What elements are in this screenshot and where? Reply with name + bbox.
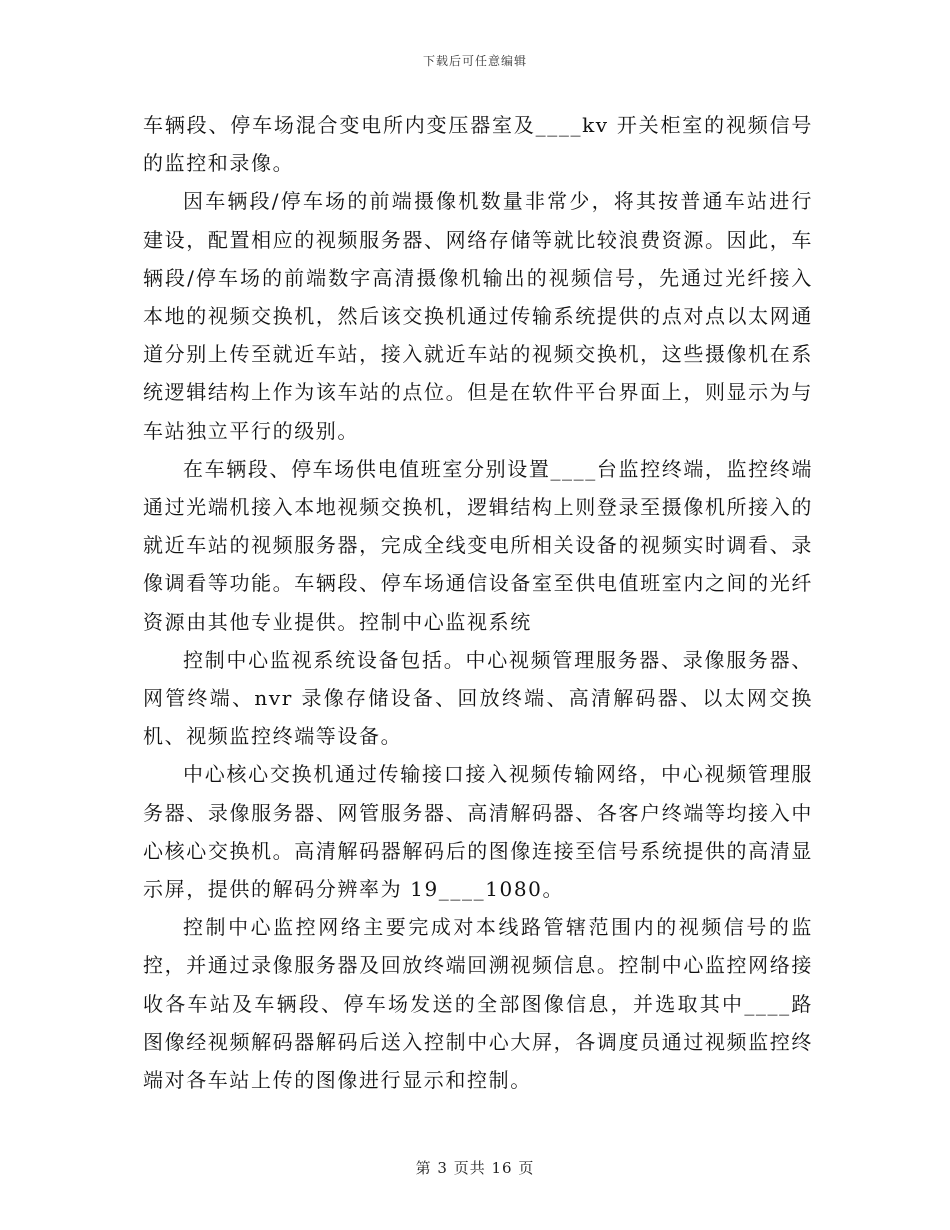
- paragraph-5: 中心核心交换机通过传输接口接入视频传输网络，中心视频管理服务器、录像服务器、网管服务器、高清解码器、各客户终端等均接入中心核心交换机。高清解码器解码后的图像连接至信号系统提供的高清显示屏，提供的解码分辨率为 19____1080。: [143, 762, 813, 902]
- page-header: 下载后可任意编辑: [422, 54, 527, 68]
- paragraph-6: 控制中心监控网络主要完成对本线路管辖范围内的视频信号的监控，并通过录像服务器及回放终端回溯视频信息。控制中心监控网络接收各车站及车辆段、停车场发送的全部图像信息，并选取其中____路图像经视频解码器解码后送入控制中心大屏，各调度员通过视频监控终端对各车站上传的图像进行显示和控制。: [143, 915, 813, 1093]
- paragraph-1: 车辆段、停车场混合变电所内变压器室及____kv 开关柜室的视频信号的监控和录像。: [143, 113, 813, 176]
- paragraph-4: 控制中心监视系统设备包括。中心视频管理服务器、录像服务器、网管终端、nvr 录像存储设备、回放终端、高清解码器、以太网交换机、视频监控终端等设备。: [143, 647, 813, 749]
- paragraph-2: 因车辆段/停车场的前端摄像机数量非常少，将其按普通车站进行建设，配置相应的视频服务器、网络存储等就比较浪费资源。因此，车辆段/停车场的前端数字高清摄像机输出的视频信号，先通过光纤接入本地的视频交换机，然后该交换机通过传输系统提供的点对点以太网通道分别上传至就近车站，接入就近车站的视频交换机，这些摄像机在系统逻辑结构上作为该车站的点位。但是在软件平台界面上，则显示为与车站独立平行的级别。: [143, 189, 813, 443]
- page-number: 第 3 页共 16 页: [415, 1159, 535, 1177]
- document-body: [143, 106, 813, 1099]
- paragraph-3: 在车辆段、停车场供电值班室分别设置____台监控终端，监控终端通过光端机接入本地视频交换机，逻辑结构上则登录至摄像机所接入的就近车站的视频服务器，完成全线变电所相关设备的视频实时调看、录像调看等功能。车辆段、停车场通信设备室至供电值班室内之间的光纤资源由其他专业提供。控制中心监视系统: [143, 456, 813, 634]
